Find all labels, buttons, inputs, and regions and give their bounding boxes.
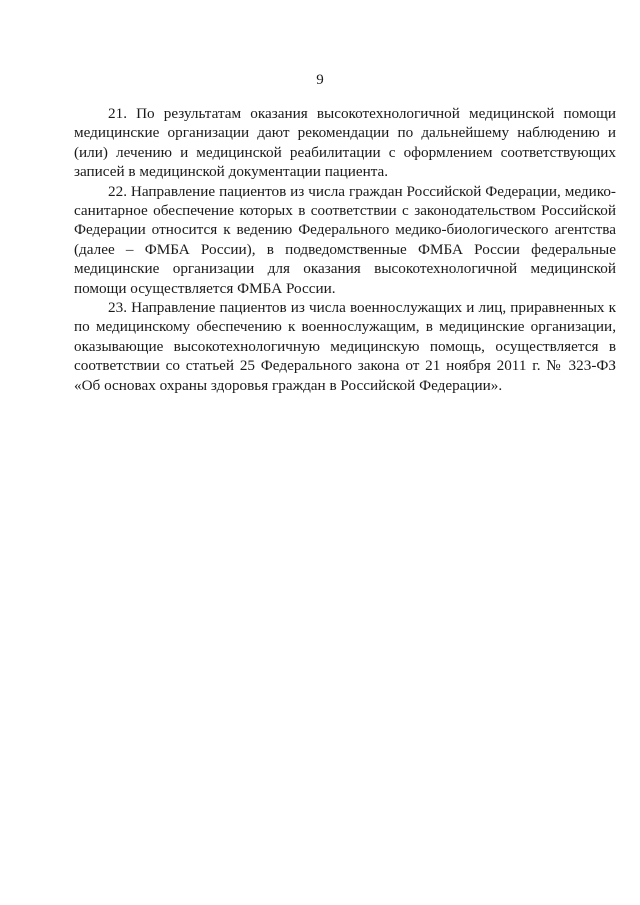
page-number: 9	[316, 72, 324, 88]
document-body	[74, 104, 616, 395]
paragraph-23: 23. Направление пациентов из числа военнослужащих и лиц, приравненных к по медицинскому обеспечению к военнослужащим, в медицинские организации, оказывающие высокотехнологичную медицинскую помощь, осуществляется в соответствии со статьей 25 Федерального закона от 21 ноября 2011 г. № 323-ФЗ «Об основах охраны здоровья граждан в Российской Федерации».	[74, 299, 616, 394]
paragraph-21: 21. По результатам оказания высокотехнологичной медицинской помощи медицинские организации дают рекомендации по дальнейшему наблюдению и (или) лечению и медицинской реабилитации с оформлением соответствующих записей в медицинской документации пациента.	[74, 105, 616, 181]
paragraph-22: 22. Направление пациентов из числа граждан Российской Федерации, медико-санитарное обеспечение которых в соответствии с законодательством Российской Федерации относится к ведению Федерального медико-биологического агентства (далее – ФМБА России), в подведомственные ФМБА России федеральные медицинские организации для оказания высокотехнологичной медицинской помощи осуществляется ФМБА России.	[74, 182, 616, 297]
